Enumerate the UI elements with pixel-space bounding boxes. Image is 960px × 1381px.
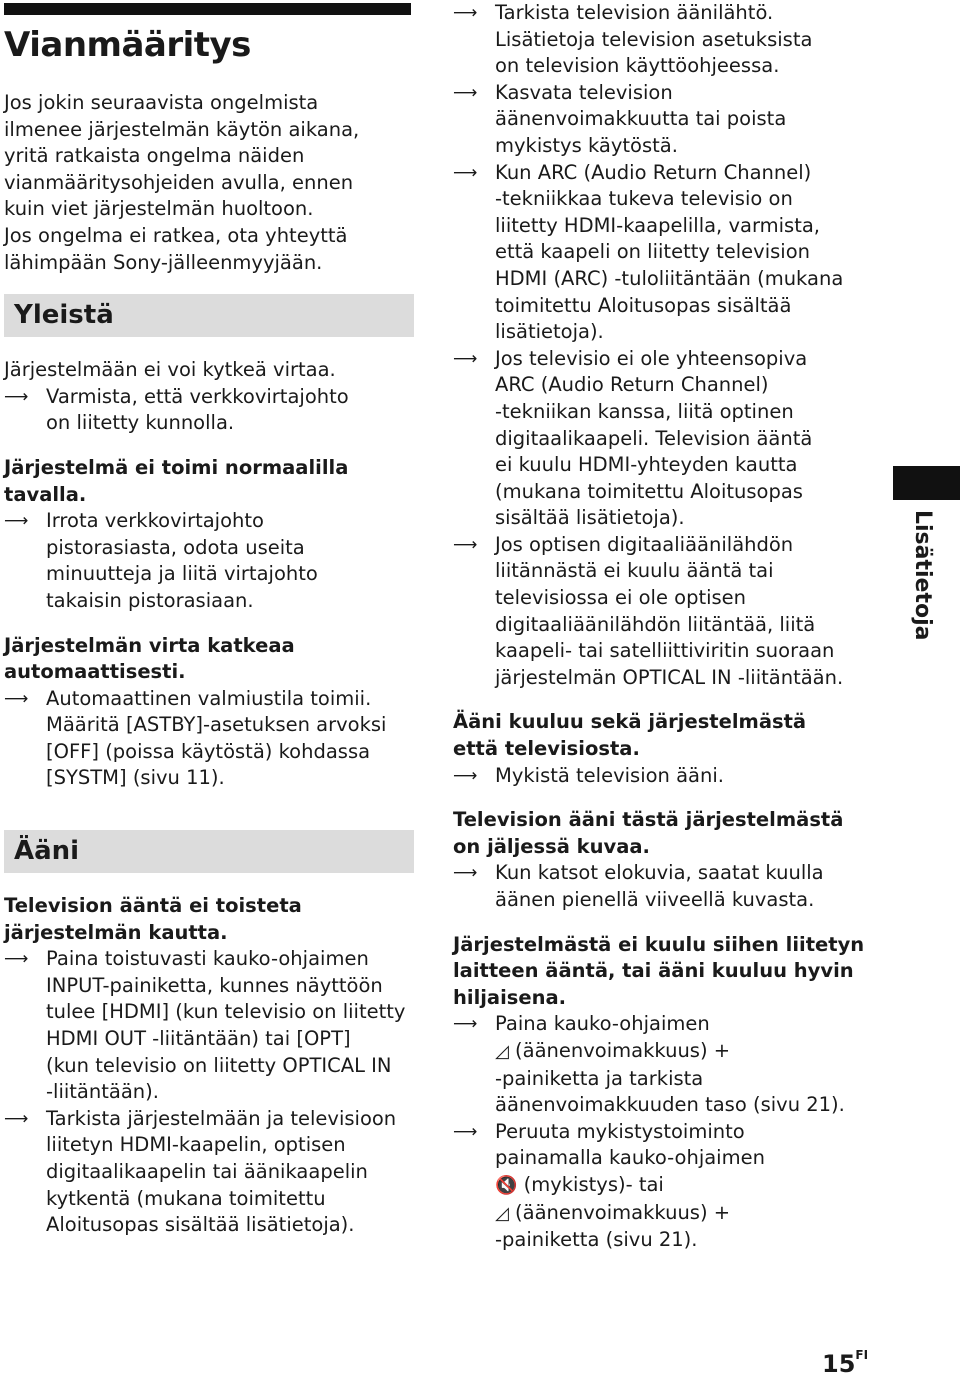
- arrow-icon: ⟶: [453, 765, 478, 786]
- arrow-icon: ⟶: [453, 348, 478, 369]
- arrow-icon: ⟶: [453, 3, 478, 23]
- arrow-icon: ⟶: [453, 162, 478, 183]
- solution-item: ⟶ Mykistä television ääni.: [453, 763, 868, 790]
- solution-item: ⟶ Tarkista television äänilähtö. Lisätietoja television asetuksista on television käyttöohjeessa.: [453, 1, 813, 78]
- section-heading-general: Yleistä: [4, 294, 414, 337]
- solution-item: ⟶ Kasvata television äänenvoimakkuutta tai poista mykistys käytöstä.: [453, 80, 787, 157]
- problem-heading: Television ääntä ei toisteta järjestelmän kautta.: [4, 894, 302, 944]
- solution-item: ⟶ Peruuta mykistystoiminto painamalla kauko-ohjaimen 🔇 (mykistys)- tai ◿ (äänenvoimakkuus) + -painiketta (sivu 21).: [453, 1119, 765, 1252]
- section-heading-sound: Ääni: [4, 830, 414, 873]
- volume-icon: ◿: [495, 1202, 509, 1224]
- solution-item: ⟶ Kun ARC (Audio Return Channel) -tekniikkaa tukeva televisio on liitetty HDMI-kaapelilla, varmista, että kaapeli on liitetty television HDMI (ARC) -tuloliitäntään (mukana toimitettu Aloitusopas sisältää lisätietoja).: [453, 160, 844, 344]
- mute-icon: 🔇: [495, 1174, 518, 1196]
- left-column: [4, 22, 414, 1239]
- solution-item: ⟶ Jos televisio ei ole yhteensopiva ARC (Audio Return Channel) -tekniikan kanssa, liitä optinen digitaalikaapeli. Television ääntä ei kuulu HDMI-yhteyden kautta (mukana toimitettu Aloitusopas sisältää lisätietoja).: [453, 346, 813, 530]
- solution-item: ⟶ Jos optisen digitaaliäänilähdön liitännästä ei kuulu ääntä tai televisiossa ei ole optisen digitaaliäänilähdön liitäntää, liitä kaapeli- tai satelliittiviritin suoraan järjestelmän OPTICAL IN -liitäntään.: [453, 532, 844, 689]
- volume-icon: ◿: [495, 1040, 509, 1062]
- arrow-icon: ⟶: [4, 386, 29, 407]
- problem-heading: Järjestelmä ei toimi normaalilla tavalla.: [4, 455, 349, 506]
- solution-item: ⟶ Paina toistuvasti kauko-ohjaimen INPUT-painiketta, kunnes näyttöön tulee [HDMI] (kun televisio on liitetty HDMI OUT -liitäntään) tai [OPT] (kun televisio on liitetty OPTICAL IN -liitäntään).: [4, 947, 406, 1104]
- problem-heading: Järjestelmän virta katkeaa automaattisesti.: [4, 633, 295, 684]
- solution-item: ⟶ Varmista, että verkkovirtajohto on liitetty kunnolla.: [4, 384, 349, 435]
- solution-item: ⟶ Automaattinen valmiustila toimii. Määritä [ASTBY]-asetuksen arvoksi [OFF] (poissa käytöstä) kohdassa [SYSTM] (sivu 11).: [4, 686, 387, 790]
- solution-item: ⟶ Irrota verkkovirtajohto pistorasiasta, odota useita minuutteja ja liitä virtajohto takaisin pistorasiaan.: [4, 509, 318, 612]
- right-column: [453, 0, 868, 1254]
- arrow-icon: ⟶: [453, 534, 478, 555]
- problem-heading: Ääni kuuluu sekä järjestelmästä että televisiosta.: [453, 710, 807, 761]
- top-rule: [4, 3, 411, 15]
- arrow-icon: ⟶: [4, 688, 29, 709]
- arrow-icon: ⟶: [453, 863, 478, 884]
- arrow-icon: ⟶: [453, 1014, 478, 1035]
- arrow-icon: ⟶: [453, 82, 478, 103]
- page-suffix: FI: [855, 1348, 869, 1362]
- side-tab-marker: [893, 466, 960, 500]
- problem-heading: Järjestelmästä ei kuulu siihen liitetyn laitteen ääntä, tai ääni kuuluu hyvin hiljaisena.: [453, 932, 865, 1009]
- problem-heading: Järjestelmään ei voi kytkeä virtaa.: [4, 358, 336, 382]
- arrow-icon: ⟶: [4, 511, 29, 532]
- intro-paragraph: Jos jokin seuraavista ongelmista ilmenee järjestelmän käytön aikana, yritä ratkaista ongelma näiden vianmääritysohjeiden avulla, ennen kuin viet järjestelmän huoltoon. Jos ongelma ei ratkea, ota yhteyttä lähimpään Sony-jälleenmyyjään.: [4, 91, 360, 274]
- side-tab-label: Lisätietoja: [910, 510, 935, 641]
- problem-heading: Television ääni tästä järjestelmästä on jäljessä kuvaa.: [453, 808, 844, 858]
- arrow-icon: ⟶: [4, 949, 29, 970]
- page-number: $15^{FI}$: [822, 1348, 869, 1378]
- arrow-icon: ⟶: [453, 1121, 478, 1142]
- solution-item: ⟶ Tarkista järjestelmään ja televisioon liitetyn HDMI-kaapelin, optisen digitaalikaapelin tai äänikaapelin kytkentä (mukana toimitettu Aloitusopas sisältää lisätietoja).: [4, 1106, 397, 1237]
- arrow-icon: ⟶: [4, 1108, 29, 1129]
- solution-item: ⟶ Paina kauko-ohjaimen ◿ (äänenvoimakkuus) + -painiketta ja tarkista äänenvoimakkuuden taso (sivu 21).: [453, 1012, 845, 1117]
- solution-item: ⟶ Kun katsot elokuvia, saatat kuulla äänen pienellä viiveellä kuvasta.: [453, 861, 824, 911]
- page-title: Vianmääritys: [4, 25, 251, 65]
